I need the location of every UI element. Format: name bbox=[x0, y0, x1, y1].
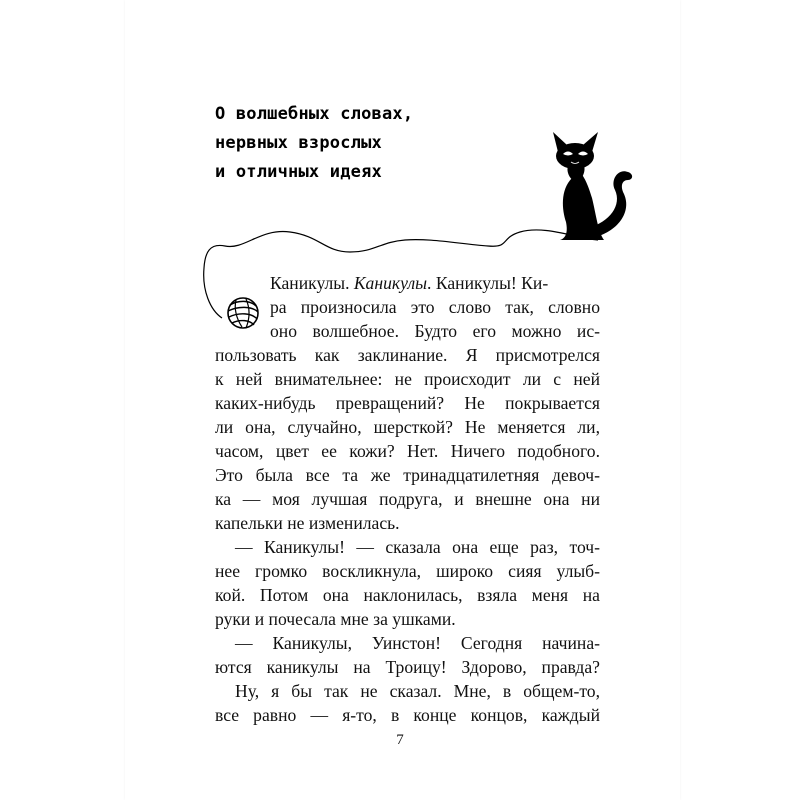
chapter-title-line-3: и отличных идеях bbox=[215, 162, 382, 182]
text-line-10: ка — моя лучшая подруга, и внешне она ни bbox=[215, 489, 600, 509]
text-line-7: ли она, случайно, шерсткой? Не меняется ли, bbox=[215, 417, 600, 437]
page-number: 7 bbox=[396, 732, 404, 748]
text-line-11: капельки не изменилась. bbox=[215, 513, 400, 533]
text-line-14: кой. Потом она наклонилась, взяла меня на bbox=[215, 585, 600, 605]
text-line-6: каких-нибудь превращений? Не покрывается bbox=[215, 393, 600, 413]
text-line-5: к ней внимательнее: не происходит ли с ней bbox=[215, 369, 600, 389]
text-line-1 bbox=[270, 271, 600, 295]
text-line-3: оно волшебное. Будто его можно ис- bbox=[270, 321, 600, 341]
text-line-18: Ну, я бы так не сказал. Мне, в общем-то, bbox=[235, 681, 600, 701]
text-segment: Каникулы. bbox=[270, 273, 354, 293]
text-segment: . Каникулы! Ки- bbox=[427, 273, 549, 293]
text-line-8: часом, цвет ее кожи? Нет. Ничего подобного. bbox=[215, 441, 600, 461]
text-line-17: ются каникулы на Троицу! Здорово, правда? bbox=[215, 657, 600, 677]
text-line-15: руки и почесала мне за ушками. bbox=[215, 609, 456, 629]
text-line-4: пользовать как заклинание. Я присмотрелся bbox=[215, 345, 600, 365]
text-line-16: — Каникулы, Уинстон! Сегодня начина- bbox=[235, 633, 600, 653]
text-line-12: — Каникулы! — сказала она еще раз, точ- bbox=[235, 537, 600, 557]
text-line-13: нее громко воскликнула, широко сияя улыб- bbox=[215, 561, 600, 581]
text-italic-segment: Каникулы bbox=[353, 273, 428, 293]
chapter-title-line-2: нервных взрослых bbox=[215, 133, 382, 153]
text-line-9: Это была все та же тринадцатилетняя девоч- bbox=[215, 465, 600, 485]
text-line-19: все равно — я-то, в конце концов, каждый bbox=[215, 705, 600, 725]
text-line-2: ра произносила это слово так, словно bbox=[270, 297, 600, 317]
chapter-title-line-1: О волшебных словах, bbox=[215, 104, 414, 124]
